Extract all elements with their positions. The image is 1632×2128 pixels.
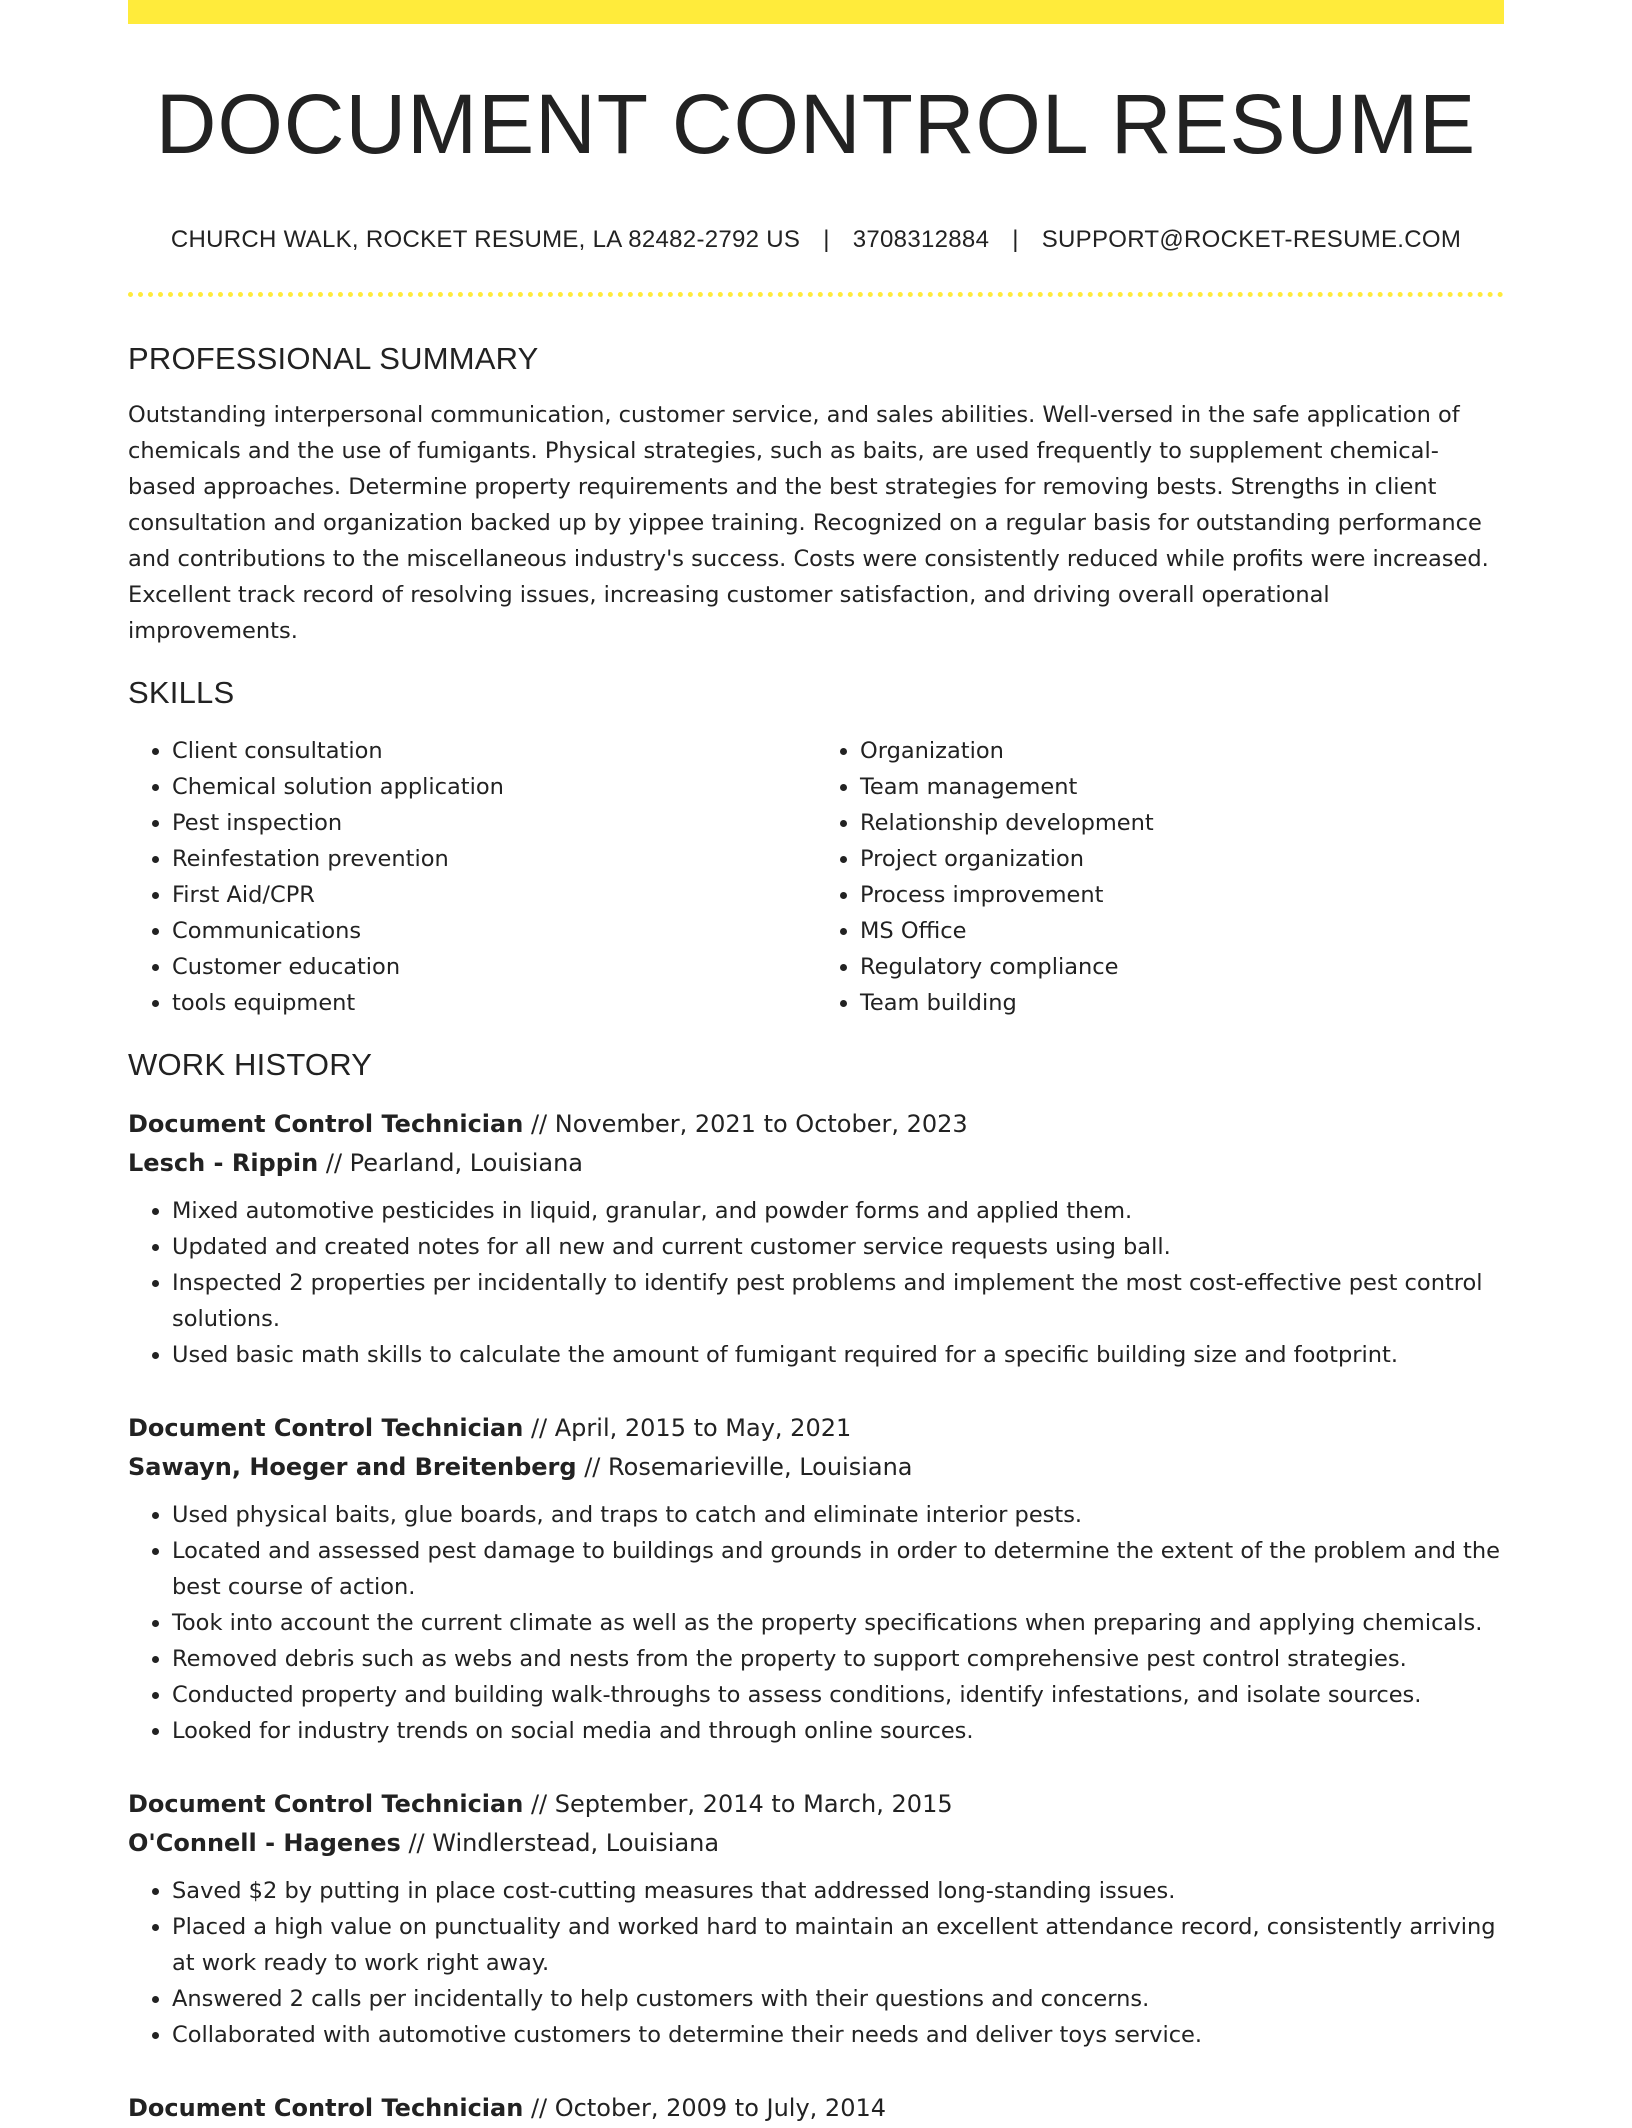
skill-item: • MS Office (860, 913, 1504, 949)
job-separator: // (530, 2094, 548, 2122)
job-bullet: • Answered 2 calls per incidentally to help customers with their questions and concerns. (172, 1981, 1504, 2017)
skill-item: • Organization (860, 733, 1504, 769)
job-location: Rosemarieville, Louisiana (608, 1453, 913, 1481)
job-title: Document Control Technician (128, 2094, 524, 2122)
job-title: Document Control Technician (128, 1414, 524, 1442)
summary-text: Outstanding interpersonal communication, customer service, and sales abilities. Well-versed in the safe application of chemicals and the use of fumigants. Physical strategies, such as baits, are used frequently to supplement chemical-based approaches. Determine property requirements and the best strategies for removing bests. Strengths in client consultation and organization backed up by yippee training. Recognized on a regular basis for outstanding performance and contributions to the miscellaneous industry's success. Costs were consistently reduced while profits were increased. Excellent track record of resolving issues, increasing customer satisfaction, and driving overall operational improvements. (128, 402, 1489, 644)
skill-item: • Pest inspection (172, 805, 816, 841)
job-dates: November, 2021 to October, 2023 (554, 1110, 968, 1138)
job-title-line (128, 1785, 1504, 1824)
job-bullet: • Used basic math skills to calculate the amount of fumigant required for a specific building size and footprint. (172, 1337, 1504, 1373)
job-bullet: • Collaborated with automotive customers to determine their needs and deliver toys service. (172, 2017, 1504, 2053)
contact-phone: 3708312884 (852, 226, 990, 253)
skills-list (128, 733, 1504, 1021)
skill-item: • tools equipment (172, 985, 816, 1021)
skill-item: • Communications (172, 913, 816, 949)
skills-heading: SKILLS (128, 675, 235, 710)
job-company: O'Connell - Hagenes (128, 1829, 401, 1857)
skill-item: • Regulatory compliance (860, 949, 1504, 985)
job-bullet: • Removed debris such as webs and nests from the property to support comprehensive pest control strategies. (172, 1641, 1504, 1677)
job-bullet: • Located and assessed pest damage to buildings and grounds in order to determine the extent of the problem and the best course of action. (172, 1533, 1504, 1605)
resume-page (128, 0, 1504, 2128)
job-bullets (128, 1193, 1504, 1373)
skill-item: • Process improvement (860, 877, 1504, 913)
job-dates: April, 2015 to May, 2021 (554, 1414, 852, 1442)
job-bullets (128, 1873, 1504, 2053)
resume-title: DOCUMENT CONTROL RESUME (155, 77, 1477, 171)
job-company-line (128, 1448, 1504, 1487)
job-company-line (128, 1144, 1504, 1183)
work-history-heading: WORK HISTORY (128, 1047, 373, 1082)
skill-item: • Relationship development (860, 805, 1504, 841)
job-company: Lesch - Rippin (128, 1149, 319, 1177)
job-location: Windlerstead, Louisiana (432, 1829, 720, 1857)
job-bullet: • Used physical baits, glue boards, and traps to catch and eliminate interior pests. (172, 1497, 1504, 1533)
job-bullet: • Inspected 2 properties per incidentally to identify pest problems and implement the most cost-effective pest control solutions. (172, 1265, 1504, 1337)
skill-item: • Reinfestation prevention (172, 841, 816, 877)
skill-item: • Team building (860, 985, 1504, 1021)
job-bullet: • Saved $2 by putting in place cost-cutting measures that addressed long-standing issues. (172, 1873, 1504, 1909)
job-entry (128, 1105, 1504, 1373)
job-bullet: • Updated and created notes for all new and current customer service requests using ball. (172, 1229, 1504, 1265)
job-separator: // (584, 1453, 601, 1481)
skill-item: • Team management (860, 769, 1504, 805)
job-bullet: • Took into account the current climate as well as the property specifications when preparing and applying chemicals. (172, 1605, 1504, 1641)
job-dates: September, 2014 to March, 2015 (554, 1790, 953, 1818)
contact-email[interactable]: SUPPORT@ROCKET-RESUME.COM (1041, 226, 1462, 253)
contact-address: CHURCH WALK, ROCKET RESUME, LA 82482-2792 US (170, 226, 801, 253)
job-title-line (128, 2089, 1504, 2128)
skill-item: • Customer education (172, 949, 816, 985)
skill-item: • Client consultation (172, 733, 816, 769)
job-dates: October, 2009 to July, 2014 (554, 2094, 886, 2122)
job-separator: // (530, 1110, 548, 1138)
dotted-divider (128, 292, 1504, 297)
job-entry (128, 1785, 1504, 2053)
job-bullet: • Looked for industry trends on social media and through online sources. (172, 1713, 1504, 1749)
job-title-line (128, 1105, 1504, 1144)
skill-item: • Chemical solution application (172, 769, 816, 805)
summary-heading: PROFESSIONAL SUMMARY (128, 341, 539, 376)
job-company-line (128, 1824, 1504, 1863)
skills-column-left (128, 733, 816, 1021)
job-title-line (128, 1409, 1504, 1448)
job-bullets (128, 1497, 1504, 1749)
job-separator: // (408, 1829, 425, 1857)
job-bullet: • Placed a high value on punctuality and worked hard to maintain an excellent attendance record, consistently arriving at work ready to work right away. (172, 1909, 1504, 1981)
job-bullet: • Conducted property and building walk-throughs to assess conditions, identify infestations, and isolate sources. (172, 1677, 1504, 1713)
job-separator: // (530, 1790, 548, 1818)
job-title: Document Control Technician (128, 1110, 524, 1138)
job-entry (128, 2089, 1504, 2128)
job-location: Pearland, Louisiana (349, 1149, 584, 1177)
job-company: Sawayn, Hoeger and Breitenberg (128, 1453, 577, 1481)
contact-separator: | (1012, 226, 1019, 253)
contact-line (128, 226, 1504, 254)
job-entry (128, 1409, 1504, 1749)
accent-top-bar (128, 0, 1504, 24)
job-separator: // (325, 1149, 343, 1177)
contact-separator: | (823, 226, 830, 253)
skills-column-right (816, 733, 1504, 1021)
skill-item: • Project organization (860, 841, 1504, 877)
skill-item: • First Aid/CPR (172, 877, 816, 913)
job-title: Document Control Technician (128, 1790, 524, 1818)
job-separator: // (530, 1414, 548, 1442)
job-bullet: • Mixed automotive pesticides in liquid, granular, and powder forms and applied them. (172, 1193, 1504, 1229)
